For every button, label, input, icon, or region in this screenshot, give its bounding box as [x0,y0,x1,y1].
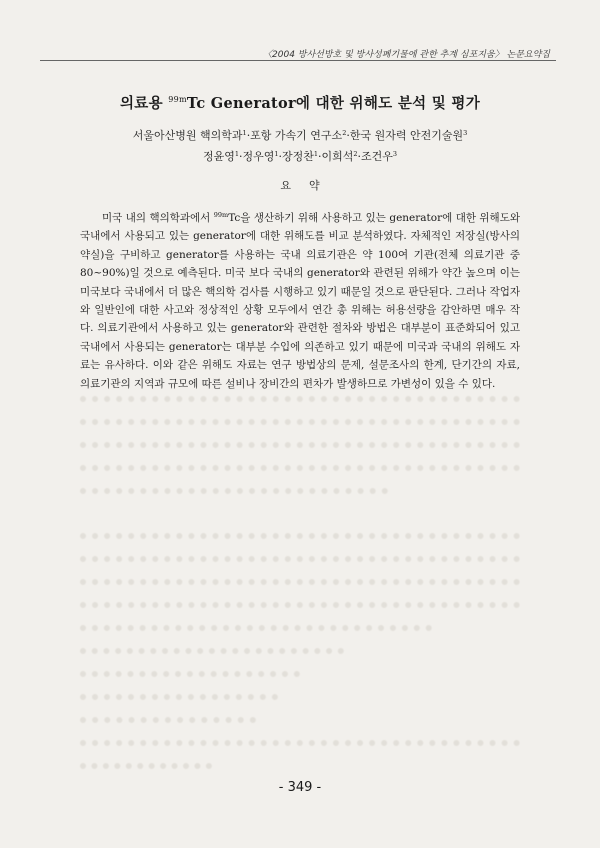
title-suffix: Tc Generator에 대한 위해도 분석 및 평가 [186,95,481,112]
author-name-1-mark: 1 [234,150,239,158]
title-superscript: 99m [168,95,187,104]
author-name-4: ·이희석 [318,150,354,163]
bleed-through-texture [80,392,520,502]
affiliation-1: 서울아산병원 핵의학과 [132,129,243,142]
title-prefix: 의료용 [119,95,169,112]
affiliations-line [0,124,600,145]
abstract-p1-rest: Tc을 생산하기 위해 사용하고 있는 generator에 대한 위해도와 국내에서 사용되고 있는 generator에 대한 위해도를 비교 분석하였다. 자체적인 저장실(방사의약실)을 구비하고 generator를 사용하는 국내 의료기관은 약 100여 기관(전체 의료기관 중 80~90%)일 것으로 예측된다. 미국 보다 국내의 generator와 관련된 위해가 약간 높으며 이는 미국보다 국내에서 더 많은 핵의학 검사를 시행하고 있기 때문일 것으로 판단된다. 그러나 작업자와 일반인에 대한 사고와 정상적인 상황 모두에서 연간 총 위해는 허용선량을 감안하면 매우 작다. 의료기관에서 사용하고 있는 generator와 관련한 절차와 방법은 대부분이 표준화되어 있고 국내에서 사용되는 generator는 대부분 수입에 의존하고 있기 때문에 미국과 국내의 위해도 자료는 유사하다. 이와 같은 위해도 자료는 연구 방법상의 문제, 설문조사의 한계, 단기간의 자료, 의료기관의 지역과 규모에 따른 설비나 장비간의 편차가 발생하므로 가변성이 있을 수 있다. [80,212,520,390]
affiliation-2-mark: 2 [342,129,347,137]
author-name-2: ·정우영 [238,150,275,163]
author-name-2-mark: 1 [274,150,279,158]
affiliation-3-mark: 3 [463,129,468,137]
abstract-heading: 요약 [280,179,338,192]
paper-title [0,92,600,113]
author-name-5: ·조건우 [357,150,393,163]
author-name-4-mark: 2 [353,150,358,158]
affiliation-2: ·포항 가속기 연구소 [246,129,343,142]
abstract-p1-start: 미국 내의 핵의학과에서 [102,212,214,224]
running-header: 〈2004 방사선방호 및 방사성폐기물에 관한 추계 심포지움〉 논문요약집 [263,50,550,60]
author-name-1: 정윤영 [202,150,235,163]
author-block [0,124,600,166]
affiliation-3: ·한국 원자력 안전기술원 [346,129,464,142]
author-name-3: ·장정찬 [278,150,314,163]
names-line [0,145,600,166]
page-number: - 349 - [278,780,322,795]
author-name-3-mark: 1 [313,150,319,158]
header-rule [40,60,556,61]
abstract-paragraph [80,206,520,393]
abstract-p1-sup: 99m [213,211,229,219]
bleed-through-texture-lower [80,503,520,777]
affiliation-1-mark: 1 [242,129,247,137]
author-name-5-mark: 3 [392,150,398,158]
abstract-body [80,206,520,393]
